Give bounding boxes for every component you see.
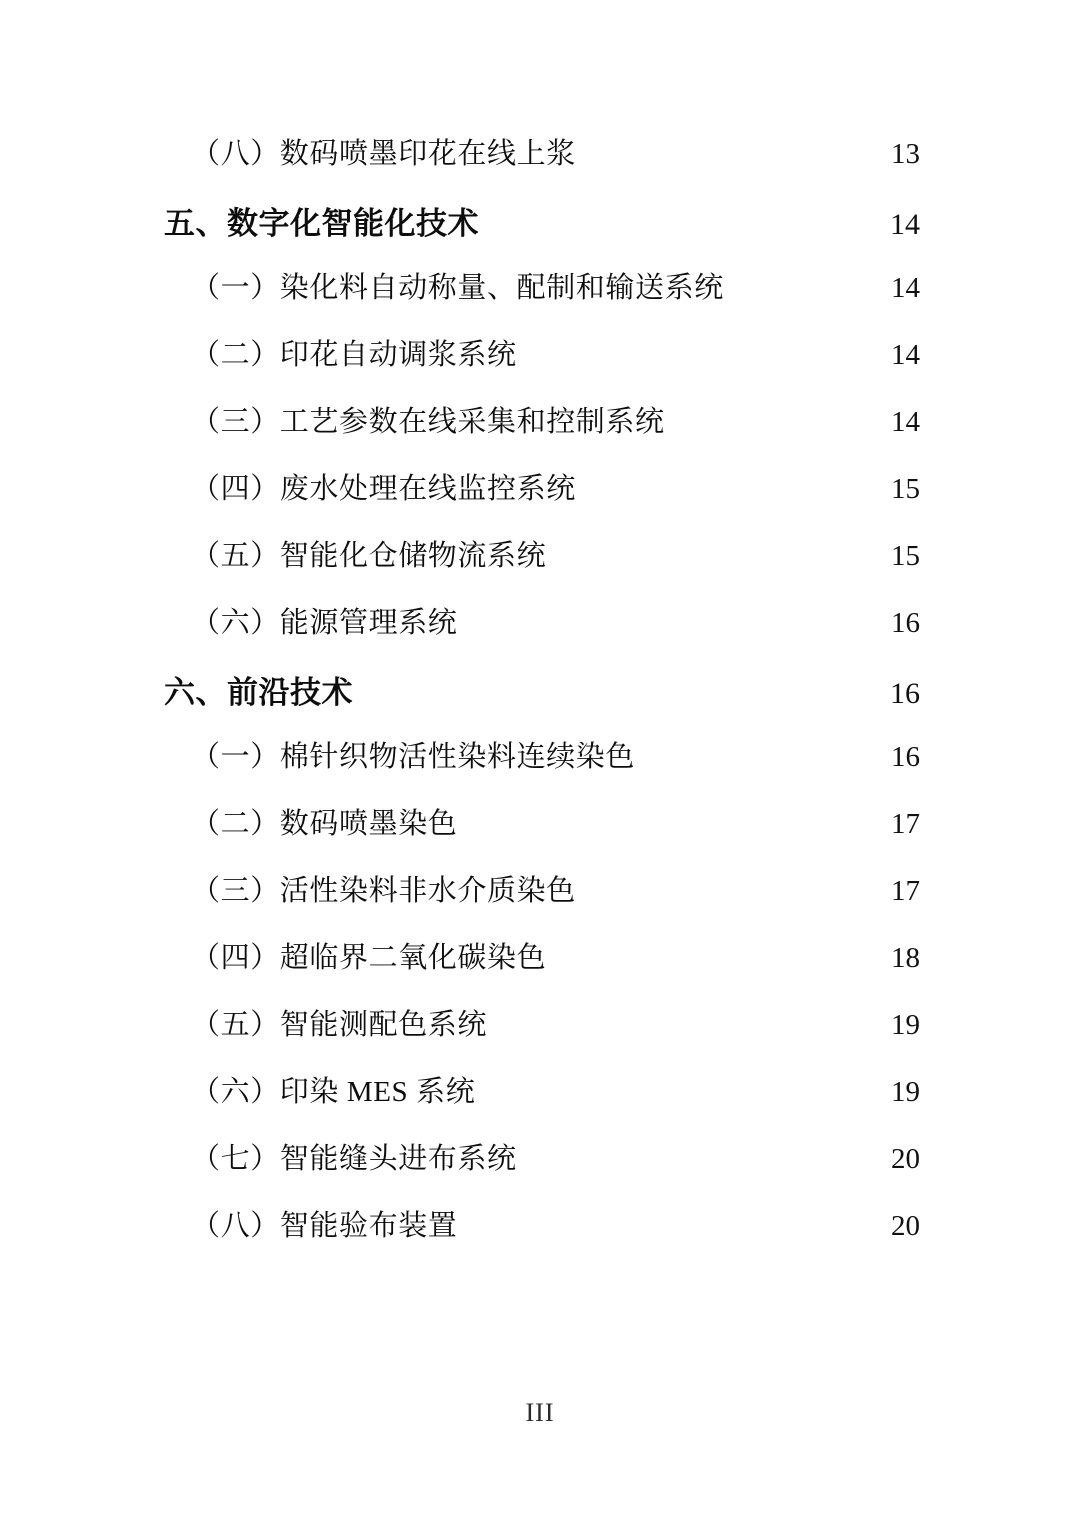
toc-page-number: 14	[891, 272, 920, 304]
toc-page-number: 19	[891, 1009, 920, 1041]
table-of-contents	[0, 131, 1080, 1270]
toc-entry[interactable]	[0, 198, 1080, 265]
toc-entry-label: （六）能源管理系统	[191, 607, 458, 639]
toc-page-number: 16	[891, 741, 920, 773]
toc-entry-label: （一）染化料自动称量、配制和输送系统	[191, 272, 724, 304]
toc-entry-label: （四）超临界二氧化碳染色	[191, 942, 547, 974]
toc-dot-leader	[547, 951, 871, 967]
toc-entry[interactable]	[0, 667, 1080, 734]
toc-entry-label: （六）印染 MES 系统	[191, 1076, 476, 1108]
toc-dot-leader	[636, 750, 871, 766]
toc-dot-leader	[480, 218, 880, 234]
toc-entry-label: （三）活性染料非水介质染色	[191, 875, 576, 907]
toc-page-number: 19	[891, 1076, 920, 1108]
toc-entry[interactable]	[0, 332, 1080, 399]
toc-page-number: 17	[891, 875, 920, 907]
toc-dot-leader	[458, 1219, 880, 1235]
toc-page-number: 17	[891, 808, 920, 840]
toc-entry[interactable]	[0, 734, 1080, 801]
toc-page-number: 14	[891, 339, 920, 371]
toc-page-number: 16	[890, 677, 920, 710]
toc-entry[interactable]	[0, 1136, 1080, 1203]
toc-entry-label: （三）工艺参数在线采集和控制系统	[191, 406, 665, 438]
toc-entry-label: （二）印花自动调浆系统	[191, 339, 517, 371]
toc-page-number: 14	[890, 208, 920, 241]
toc-entry[interactable]	[0, 1002, 1080, 1069]
toc-entry-label: 五、数字化智能化技术	[164, 206, 479, 241]
toc-entry-label: （五）智能测配色系统	[191, 1009, 488, 1041]
toc-dot-leader	[547, 549, 871, 565]
toc-entry-label: （四）废水处理在线监控系统	[191, 473, 576, 505]
toc-entry[interactable]	[0, 533, 1080, 600]
toc-dot-leader	[666, 415, 871, 431]
toc-page-number: 20	[891, 1210, 920, 1242]
toc-page-number: 15	[891, 540, 920, 572]
toc-dot-leader	[518, 1152, 871, 1168]
toc-entry[interactable]	[0, 466, 1080, 533]
toc-entry[interactable]	[0, 265, 1080, 332]
toc-entry[interactable]	[0, 1203, 1080, 1270]
toc-entry[interactable]	[0, 1069, 1080, 1136]
toc-dot-leader	[577, 147, 871, 163]
toc-page-number: 15	[891, 473, 920, 505]
toc-dot-leader	[354, 687, 880, 703]
toc-dot-leader	[725, 281, 871, 297]
page-folio: III	[525, 1398, 555, 1427]
toc-entry[interactable]	[0, 868, 1080, 935]
page-footer	[0, 1398, 1080, 1428]
toc-dot-leader	[458, 817, 880, 833]
toc-dot-leader	[518, 348, 871, 364]
toc-dot-leader	[458, 616, 880, 632]
toc-entry-label: 六、前沿技术	[164, 675, 353, 710]
toc-entry-label: （八）智能验布装置	[191, 1210, 458, 1242]
toc-dot-leader	[488, 1018, 880, 1034]
toc-entry[interactable]	[0, 935, 1080, 1002]
toc-page-number: 13	[891, 138, 920, 170]
toc-page-number: 18	[891, 942, 920, 974]
toc-entry[interactable]	[0, 399, 1080, 466]
toc-entry[interactable]	[0, 801, 1080, 868]
toc-dot-leader	[476, 1085, 871, 1101]
toc-entry-label: （八）数码喷墨印花在线上浆	[191, 138, 576, 170]
toc-entry[interactable]	[0, 131, 1080, 198]
toc-entry-label: （七）智能缝头进布系统	[191, 1143, 517, 1175]
toc-dot-leader	[577, 482, 871, 498]
toc-page-number: 16	[891, 607, 920, 639]
toc-page-number: 20	[891, 1143, 920, 1175]
toc-dot-leader	[577, 884, 871, 900]
toc-entry-label: （二）数码喷墨染色	[191, 808, 458, 840]
toc-entry-label: （五）智能化仓储物流系统	[191, 540, 547, 572]
toc-entry-label: （一）棉针织物活性染料连续染色	[191, 741, 636, 773]
toc-page-number: 14	[891, 406, 920, 438]
toc-entry[interactable]	[0, 600, 1080, 667]
